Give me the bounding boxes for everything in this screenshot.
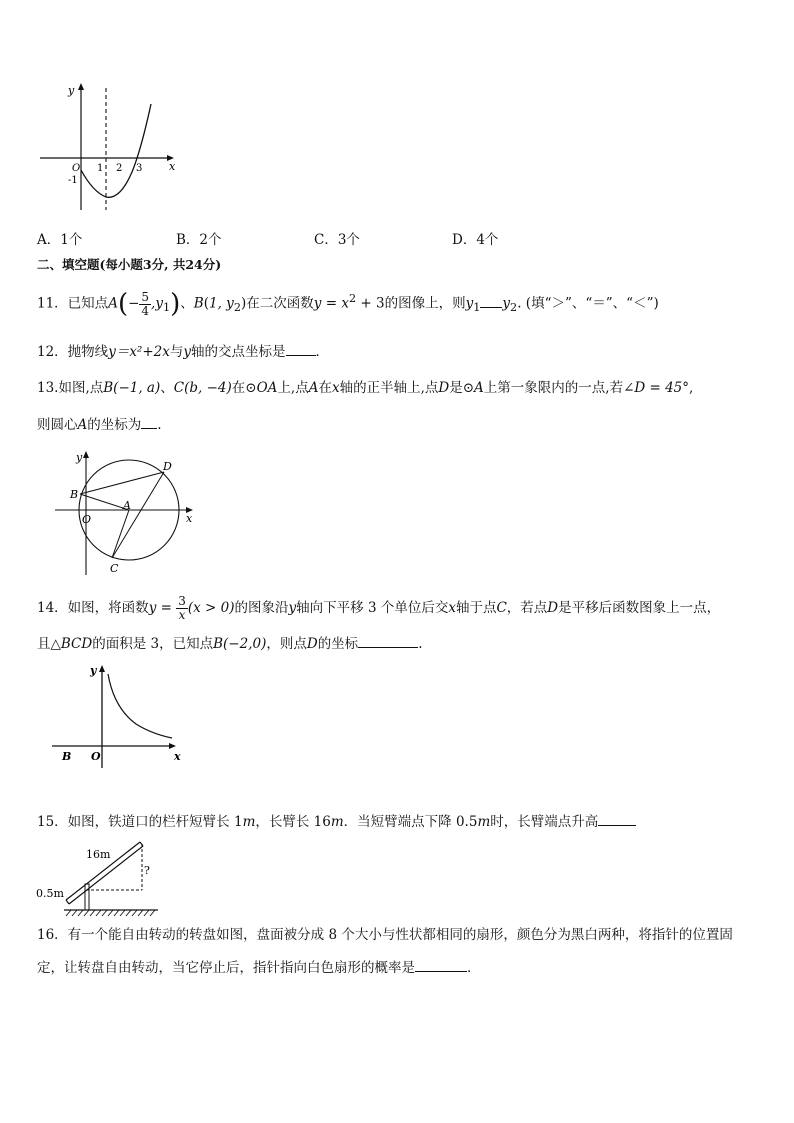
q16-answer-blank[interactable] <box>415 957 467 972</box>
fig10-origin: O <box>72 163 81 174</box>
q13-answer-blank[interactable] <box>141 414 157 429</box>
fig10-tick-neg1: -1 <box>68 175 78 186</box>
question-13-line2: 则圆心A的坐标为 . <box>37 414 162 435</box>
svg-text:16m: 16m <box>86 848 111 861</box>
svg-text:B: B <box>62 750 72 763</box>
question-12: 12．抛物线y＝x²+2x与y轴的交点坐标是 ． <box>37 341 329 362</box>
svg-text:x: x <box>174 750 181 763</box>
svg-text:D: D <box>163 460 172 473</box>
q15-railway-barrier-figure <box>36 838 166 918</box>
parabola-curve <box>81 104 151 197</box>
q10-parabola-figure <box>36 80 181 215</box>
option-a: A．1个 <box>37 232 83 248</box>
fig10-x-label: x <box>169 160 176 173</box>
question-11: 11．已知点A(− $\frac{5}{4}$ $,y_1$)、B(1, $y_2$)在二次函数$y = x^2 + 3$的图像上，则$y_1$ $y_2$. (填“＞”、“＝”、“＜”) <box>37 289 659 319</box>
svg-text:y: y <box>76 451 83 464</box>
q14-answer-blank[interactable] <box>358 633 418 648</box>
fig10-tick-3: 3 <box>136 163 143 174</box>
svg-text:O: O <box>91 750 101 763</box>
svg-text:?: ? <box>144 864 150 877</box>
option-b: B．2个 <box>176 232 222 248</box>
svg-text:B: B <box>70 488 79 501</box>
option-d: D．4个 <box>452 232 499 248</box>
svg-text:A: A <box>123 499 131 512</box>
svg-text:y: y <box>90 664 97 677</box>
question-14-line1: 14．如图，将函数y = $\frac{3}{x}$ (x > 0)的图象沿y轴向下平移 3 个单位后交x轴于点C，若点D是平移后函数图象上一点， <box>37 594 721 622</box>
svg-text:O: O <box>82 513 92 526</box>
q14-hyperbola-figure <box>48 660 188 770</box>
option-c: C．3个 <box>314 232 360 248</box>
section-title: 二、填空题(每小题3分, 共24分) <box>37 257 222 272</box>
question-15: 15．如图，铁道口的栏杆短臂长 1m，长臂长 16m．当短臂端点下降 0.5m时，长臂端点升高 <box>37 811 636 832</box>
question-16-line2: 定，让转盘自由转动，当它停止后，指针指向白色扇形的概率是 ． <box>37 957 481 978</box>
svg-text:0.5m: 0.5m <box>36 887 64 900</box>
svg-text:x: x <box>186 512 193 525</box>
q15-answer-blank[interactable] <box>598 811 636 826</box>
fig10-tick-1: 1 <box>97 163 104 174</box>
q13-circle-figure <box>52 447 202 577</box>
q11-answer-blank[interactable] <box>480 293 502 308</box>
hyperbola-curve <box>108 674 172 738</box>
fig10-tick-2: 2 <box>116 163 123 174</box>
question-16-line1: 16．有一个能自由转动的转盘如图，盘面被分成 8 个大小与性状都相同的扇形，颜色分为黑白两种，将指针的位置固 <box>37 927 733 943</box>
question-13-line1: 13.如图,点B(−1, a)、C(b, −4)在⊙OA上,点A在x轴的正半轴上,点D是⊙A上第一象限内的一点,若∠D = 45°, <box>37 380 694 396</box>
q12-answer-blank[interactable] <box>286 341 316 356</box>
fig10-y-label: y <box>68 84 75 97</box>
question-14-line2: 且△BCD的面积是 3，已知点B(−2,0)，则点D的坐标 . <box>37 633 422 654</box>
svg-text:C: C <box>110 562 119 575</box>
